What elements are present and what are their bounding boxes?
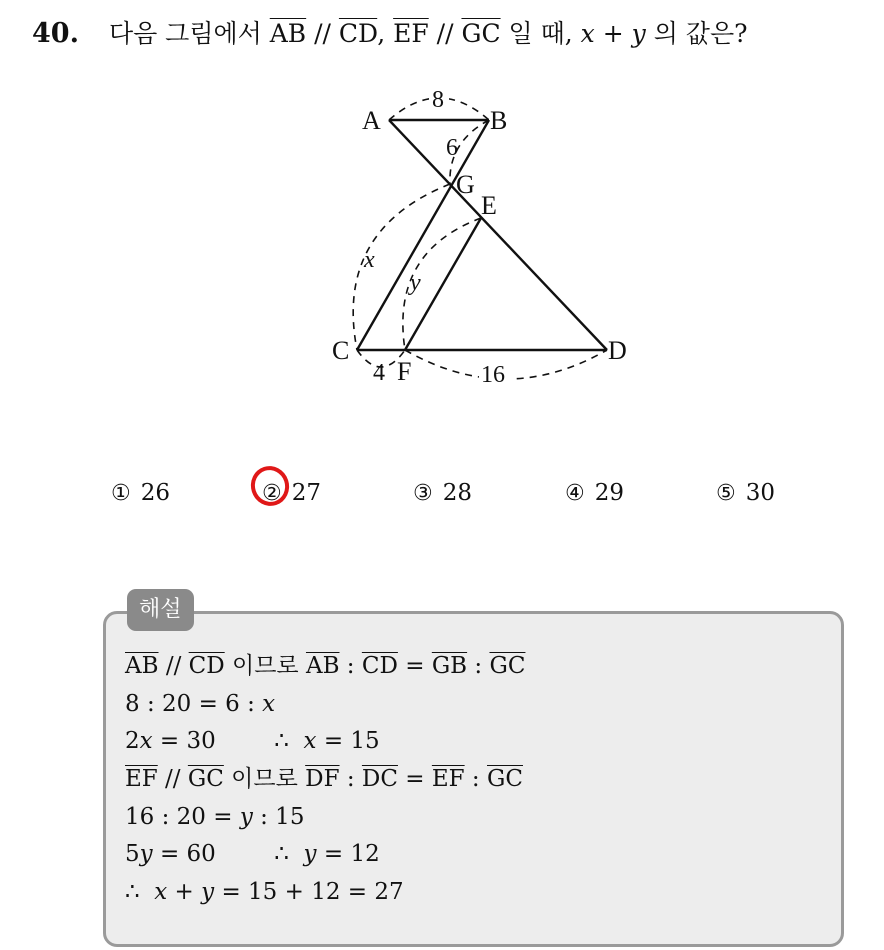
point-label-c: C <box>332 336 350 365</box>
solution-text: ∴ <box>125 879 155 906</box>
question-text: // <box>306 19 339 48</box>
length-label-cf: 4 <box>373 360 385 386</box>
solution-segment-name: $\overline{CD}$ <box>361 653 398 679</box>
solution-text: : <box>339 653 362 679</box>
question-text: // <box>428 19 462 48</box>
solution-text: = 15 <box>316 728 380 755</box>
solution-variable: y <box>239 803 253 830</box>
choice-1[interactable] <box>111 476 170 510</box>
solution-text: = <box>397 766 432 793</box>
choice-2-value: 27 <box>291 480 322 506</box>
length-label-bg: 6 <box>446 135 458 161</box>
solution-line <box>125 686 825 724</box>
question-text: 다음 그림에서 <box>108 19 270 48</box>
solution-text: + <box>167 879 202 906</box>
point-label-b: B <box>490 106 508 135</box>
solution-text: : <box>467 653 490 679</box>
solution-segment-name: $\overline{GC}$ <box>489 653 526 679</box>
point-label-e: E <box>481 191 497 220</box>
solution-segment-name: $\overline{GB}$ <box>431 653 468 679</box>
solution-segment-name: $\overline{AB}$ <box>125 653 159 679</box>
choice-5[interactable] <box>716 476 775 510</box>
solution-text: // <box>157 766 188 793</box>
solution-text: 16 : 20 = <box>125 803 240 830</box>
solution-segment-name: $\overline{CD}$ <box>188 653 225 679</box>
solution-variable: x <box>139 728 153 755</box>
choice-4[interactable] <box>565 476 624 510</box>
solution-segment-name: $\overline{GC}$ <box>187 766 224 793</box>
question-segment-name: $\overline{AB}$ <box>269 19 307 48</box>
solution-text: 2 <box>125 728 140 755</box>
solution-variable: x <box>303 728 317 755</box>
solution-segment-name: $\overline{DF}$ <box>305 766 340 793</box>
solution-line <box>125 648 825 686</box>
solution-line <box>125 836 825 874</box>
question-text: 의 값은? <box>645 19 748 48</box>
solution-segment-name: $\overline{EF}$ <box>125 766 158 793</box>
length-label-ef: y <box>410 270 421 296</box>
solution-text: 8 : 20 = 6 : <box>125 690 263 717</box>
choice-5-mark: ⑤ <box>716 481 736 506</box>
solution-lines <box>125 648 825 912</box>
choice-2-mark: ② <box>262 481 282 506</box>
choice-3[interactable] <box>413 476 472 510</box>
choice-4-mark: ④ <box>565 481 585 506</box>
choice-3-mark: ③ <box>413 481 433 506</box>
choice-1-mark: ① <box>111 481 131 506</box>
question-segment-name: $\overline{GC}$ <box>461 19 501 48</box>
question-segment-name: $\overline{CD}$ <box>338 19 378 48</box>
solution-text: = 30 ∴ <box>152 728 304 755</box>
solution-variable: x <box>262 690 276 717</box>
solution-text: 5 <box>125 841 140 868</box>
solution-text: = <box>397 653 432 679</box>
solution-segment-name: $\overline{AB}$ <box>305 653 340 679</box>
solution-variable: y <box>303 841 317 868</box>
solution-text: 이므로 <box>224 653 306 679</box>
solution-variable: y <box>139 841 153 868</box>
length-label-fd: 16 <box>481 362 505 388</box>
solution-segment-name: $\overline{EF}$ <box>431 766 465 793</box>
solution-line <box>125 799 825 837</box>
question-text: 일 때, <box>500 19 581 48</box>
choice-3-value: 28 <box>442 480 473 506</box>
solution-text: = 12 <box>316 841 380 868</box>
solution-variable: y <box>201 879 215 906</box>
choice-5-value: 30 <box>745 480 776 506</box>
solution-text: // <box>158 653 189 679</box>
length-label-gc: x <box>364 247 375 273</box>
question-number: 40. <box>32 18 79 49</box>
solution-text: 이므로 <box>223 766 306 793</box>
question-variable: x <box>580 19 595 48</box>
point-label-g: G <box>456 170 475 199</box>
solution-text: : <box>464 766 487 793</box>
length-label-ab: 8 <box>432 87 444 113</box>
point-label-d: D <box>608 336 627 365</box>
question-text: + <box>594 19 632 48</box>
geometry-figure <box>0 0 884 460</box>
solution-text: : 15 <box>252 803 305 830</box>
question-segment-name: $\overline{EF}$ <box>393 19 429 48</box>
solution-line <box>125 723 825 761</box>
solution-line <box>125 874 825 912</box>
question-variable: y <box>631 19 646 48</box>
solution-line <box>125 761 825 799</box>
solution-variable: x <box>154 879 168 906</box>
point-label-f: F <box>397 357 412 386</box>
solution-text: = 15 + 12 = 27 <box>214 879 404 906</box>
choice-4-value: 29 <box>594 480 625 506</box>
solution-segment-name: $\overline{DC}$ <box>361 766 398 793</box>
question-text: , <box>377 19 394 48</box>
solution-segment-name: $\overline{GC}$ <box>487 766 523 793</box>
solution-title: 해설 <box>127 589 194 631</box>
choice-1-value: 26 <box>140 480 171 506</box>
solution-text: : <box>339 766 362 793</box>
solution-text: = 60 ∴ <box>152 841 304 868</box>
point-label-a: A <box>362 106 381 135</box>
